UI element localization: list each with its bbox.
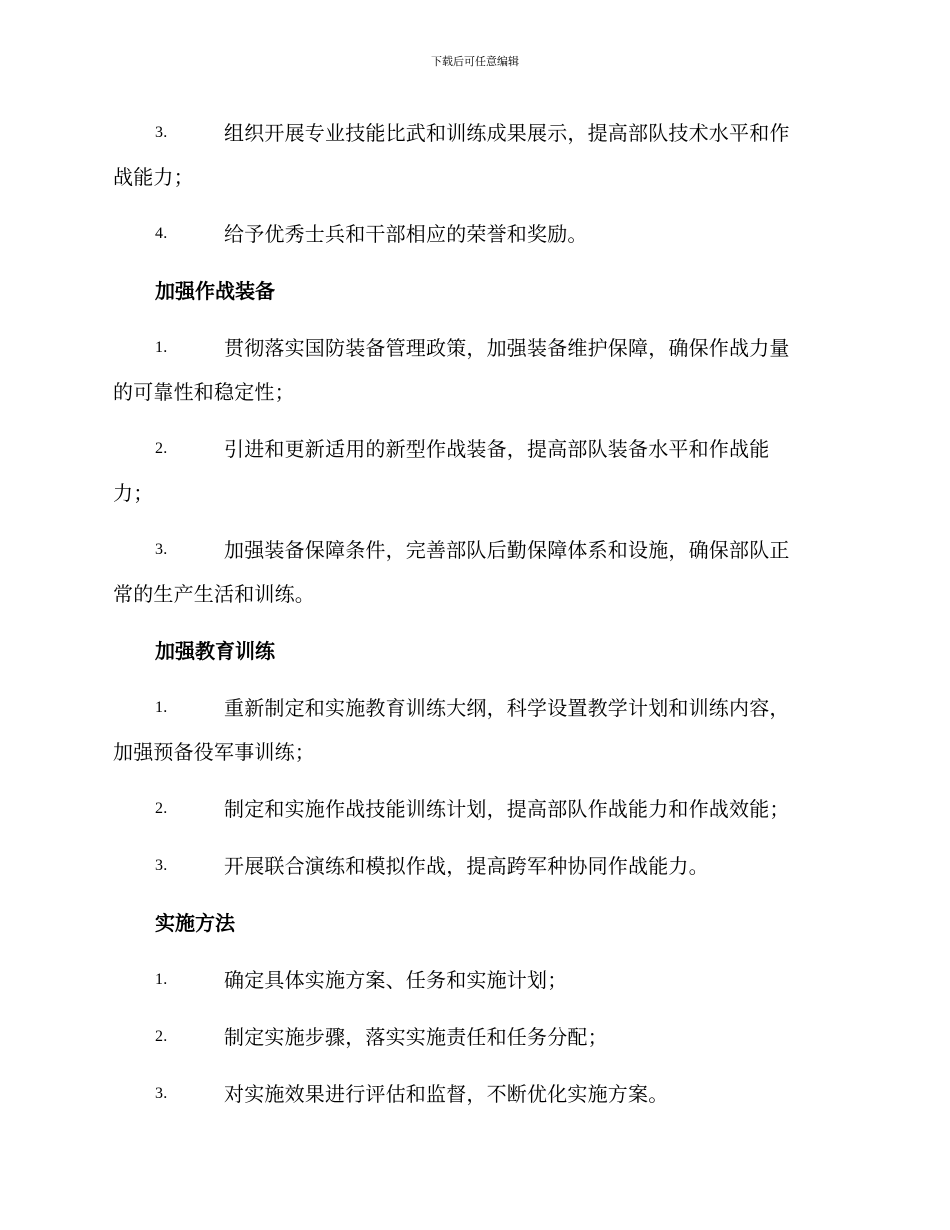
list-text: 贯彻落实国防装备管理政策，加强装备维护保障，确保作战力量 <box>224 336 790 360</box>
list-item <box>113 958 835 1002</box>
list-text: 重新制定和实施教育训练大纲，科学设置教学计划和训练内容， <box>224 696 790 720</box>
list-number: 2. <box>155 1028 168 1045</box>
list-item <box>113 111 835 199</box>
list-item <box>113 1015 835 1059</box>
list-text: 组织开展专业技能比武和训练成果展示，提高部队技术水平和作 <box>224 121 790 145</box>
list-number: 1. <box>155 339 168 356</box>
section-heading: 加强作战装备 <box>155 279 275 303</box>
list-text: 对实施效果进行评估和监督，不断优化实施方案。 <box>224 1082 669 1106</box>
list-text-continued: 战能力； <box>113 165 194 189</box>
list-number: 3. <box>155 1085 168 1102</box>
list-item <box>113 326 835 414</box>
list-item <box>113 844 835 888</box>
list-text: 给予优秀士兵和干部相应的荣誉和奖励。 <box>224 222 588 246</box>
list-text-continued: 力； <box>113 481 154 505</box>
list-text: 引进和更新适用的新型作战装备，提高部队装备水平和作战能 <box>224 437 770 461</box>
list-number: 3. <box>155 124 168 141</box>
list-item <box>113 787 835 831</box>
section-heading: 实施方法 <box>155 911 235 935</box>
list-text: 加强装备保障条件，完善部队后勤保障体系和设施，确保部队正 <box>224 538 790 562</box>
list-text: 开展联合演练和模拟作战，提高跨军种协同作战能力。 <box>224 854 709 878</box>
section-heading: 加强教育训练 <box>155 639 275 663</box>
list-item <box>113 1072 835 1116</box>
list-number: 2. <box>155 800 168 817</box>
list-text-continued: 常的生产生活和训练。 <box>113 582 315 606</box>
list-item <box>113 528 835 616</box>
list-text-continued: 加强预备役军事训练； <box>113 740 315 764</box>
list-text: 制定实施步骤，落实实施责任和任务分配； <box>224 1025 608 1049</box>
page-header: 下载后可任意编辑 <box>431 55 519 68</box>
list-number: 4. <box>155 225 168 242</box>
list-item <box>113 212 835 256</box>
list-text: 制定和实施作战技能训练计划，提高部队作战能力和作战效能； <box>224 797 790 821</box>
list-number: 1. <box>155 971 168 988</box>
list-number: 1. <box>155 699 168 716</box>
list-text-continued: 的可靠性和稳定性； <box>113 380 295 404</box>
list-number: 3. <box>155 541 168 558</box>
list-item <box>113 427 835 515</box>
list-number: 2. <box>155 440 168 457</box>
list-number: 3. <box>155 857 168 874</box>
list-item <box>113 686 835 774</box>
list-text: 确定具体实施方案、任务和实施计划； <box>224 968 568 992</box>
document-body <box>113 111 835 1129</box>
